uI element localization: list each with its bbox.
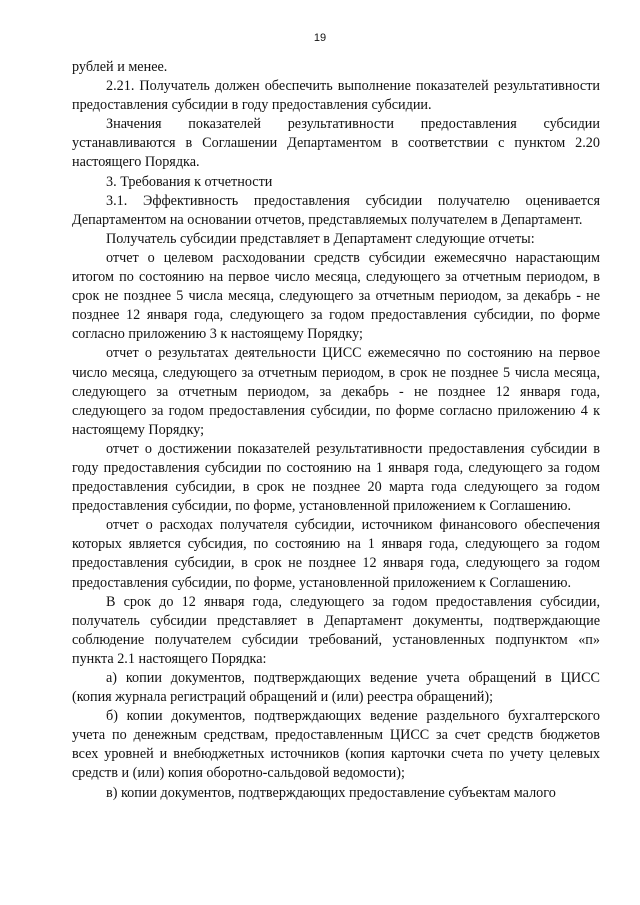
- paragraph: отчет о результатах деятельности ЦИСС ежемесячно по состоянию на первое число месяца, следующего за отчетным периодом, в срок не позднее 5 числа месяца, следующего за отчетным периодом, за декабрь - не позднее 12 января года, следующего за годом предоставления субсидии, по форме согласно приложению 4 к настоящему Порядку;: [72, 345, 600, 438]
- list-item: б) копии документов, подтверждающих ведение раздельного бухгалтерского учета по денежным средствам, предоставленным ЦИСС за счет средств бюджетов всех уровней и внебюджетных источников (копия карточки счета по учету целевых средств и (или) копия оборотно-сальдовой ведомости);: [72, 708, 600, 782]
- paragraph: отчет о достижении показателей результативности предоставления субсидии в году предоставления субсидии по состоянию на 1 января года, следующего за годом предоставления субсидии, в срок не позднее 20 марта года следующего за годом предоставления субсидии, по форме, установленной приложением к Соглашению.: [72, 440, 600, 515]
- paragraph: 3.1. Эффективность предоставления субсидии получателю оценивается Департаментом на основании отчетов, представляемых получателем в Департамент.: [72, 192, 600, 228]
- paragraph: отчет о целевом расходовании средств субсидии ежемесячно нарастающим итогом по состоянию на первое число месяца, следующего за отчетным периодом, в срок не позднее 5 числа месяца, следующего за отчетным периодом, за декабрь - не позднее 12 января года, следующего за годом предоставления субсидии, по форме согласно приложению 3 к настоящему Порядку;: [72, 249, 600, 343]
- paragraph: отчет о расходах получателя субсидии, источником финансового обеспечения которых является субсидия, по состоянию на 1 января года, следующего за годом предоставления субсидии, в срок не позднее 12 января года, следующего за годом предоставления субсидии, по форме, установленной приложением к Соглашению.: [72, 517, 600, 591]
- paragraph: 2.21. Получатель должен обеспечить выполнение показателей результативности предоставления субсидии в году предоставления субсидии.: [72, 78, 600, 114]
- paragraph: Получатель субсидии представляет в Департамент следующие отчеты:: [106, 230, 535, 247]
- list-item: в) копии документов, подтверждающих предоставление субъектам малого: [106, 784, 556, 801]
- page-number: 19: [313, 32, 327, 44]
- paragraph: рублей и менее.: [72, 59, 168, 75]
- paragraph: В срок до 12 января года, следующего за годом предоставления субсидии, получатель субсидии представляет в Департамент документы, подтверждающие соблюдение получателем субсидии требований, установленных подпунктом «п» пункта 2.1 настоящего Порядка:: [72, 593, 600, 667]
- section-heading: 3. Требования к отчетности: [106, 173, 273, 190]
- paragraph: Значения показателей результативности предоставления субсидии устанавливаются в Соглашении Департаментом в соответствии с пунктом 2.20 настоящего Порядка.: [72, 116, 600, 171]
- document-body: [72, 58, 600, 803]
- list-item: а) копии документов, подтверждающих ведение учета обращений в ЦИСС (копия журнала регистраций обращений и (или) реестра обращений);: [72, 670, 600, 706]
